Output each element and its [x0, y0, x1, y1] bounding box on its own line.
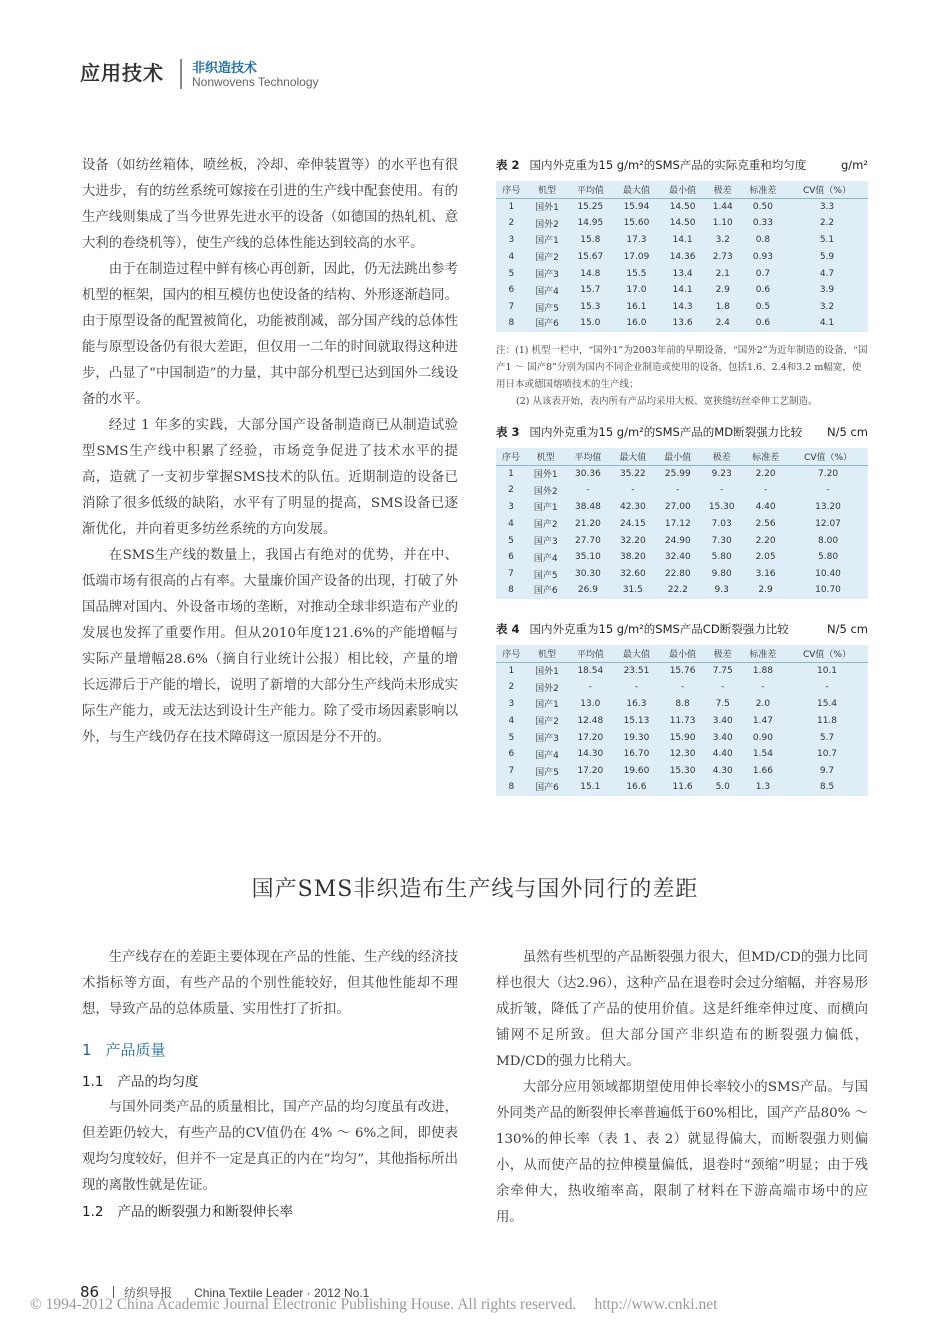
table-cell: 国产3 [535, 734, 559, 745]
body-paragraph: 设备（如纺丝箱体，喷丝板，冷却、牵伸装置等）的水平也有很大进步，有的纺丝系统可嫁接在引进的生产线中配套使用。有的生产线则集成了当今世界先进水平的设备（如德国的热轧机、意大利的卷绕机等），使生产线的总体性能达到较高的水平。 [82, 158, 458, 251]
section-title: 应用技术 [80, 61, 164, 85]
table-cell: 7.03 [711, 518, 732, 529]
table-cell: 2 [508, 218, 515, 229]
table-cell: 8 [508, 317, 515, 328]
column-header: 标准差 [740, 645, 786, 662]
table-cell: 9.23 [711, 468, 732, 479]
table-cell: 15.0 [580, 317, 601, 328]
column-header: 最小值 [660, 645, 706, 662]
copyright-text: © 1994-2012 China Academic Journal Electronic Publishing House. All rights reserved. [30, 1296, 577, 1313]
magazine-issue: China Textile Leader · 2012 No.1 [194, 1286, 370, 1300]
page-number: 86 [80, 1283, 100, 1301]
article-title: 国产SMS非织造布生产线与国外同行的差距 [251, 877, 699, 902]
table-cell: 1.66 [752, 766, 773, 777]
table-cell: 19.30 [623, 732, 650, 743]
table-cell: 2 [508, 485, 514, 496]
table-cell: 10.40 [815, 569, 841, 580]
table-row [496, 679, 868, 696]
column-header: 机型 [527, 645, 568, 662]
table-cell: 5 [508, 732, 515, 743]
table-cell: 17.0 [626, 285, 647, 296]
table-header-row [496, 645, 868, 662]
body-paragraph: 由于在制造过程中鲜有核心再创新，因此，仍无法跳出参考机型的框架，国内的相互模仿也使设备的结构、外形逐渐趋同。由于原型设备的配置被简化，功能被削减，部分国产线的总体性能与原型设备仍有很大差距，但仅用一二年的时间就取得这种进步，凸显了“中国制造”的力量，其中部分机型已达到国外二线设备的水平。 [82, 262, 458, 407]
table-cell: 5.0 [715, 781, 730, 792]
column-header: CV值（%） [788, 448, 868, 465]
table-cell: 4.7 [819, 268, 835, 279]
copyright-url: http://www.cnki.net [594, 1296, 718, 1313]
table-cell: - [631, 485, 635, 496]
table-cell: 4 [508, 518, 514, 529]
table-cell: 8.00 [818, 535, 839, 546]
column-header: 平均值 [567, 181, 613, 198]
strength-ratio-paragraph: 虽然有些机型的产品断裂强力很大，但MD/CD的强力比同样也很大（达2.96），这种产品在退卷时会过分缩幅，并容易形成折皱，降低了产品的使用价值。这是纤维牵伸过度、而横向铺网不足所致。但大部分国产非织造布的断裂强力偏低，MD/CD的强力比稍大。 [496, 950, 868, 1069]
table-cell: 0.8 [755, 234, 771, 245]
table-cell: 13.0 [580, 698, 601, 709]
table-cell: 12.48 [577, 715, 604, 726]
table-cell: 17.20 [577, 766, 604, 777]
body-paragraph: 经过 1 年多的实践，大部分国产设备制造商已从制造试验型SMS生产线中积累了经验，市场竞争促进了技术水平的提高，造就了一支初步掌握SMS技术的队伍。近期制造的设备已消除了很多低级的缺陷，水平有了明显的提高，SMS设备已逐渐优化，并向着更多纺丝系统的方向发展。 [82, 418, 458, 537]
table-cell: 国产5 [535, 767, 559, 778]
table-row [496, 248, 868, 265]
table-notes [496, 342, 868, 410]
table-cell: 7.30 [711, 535, 732, 546]
table-row [496, 198, 868, 215]
table-row [496, 515, 868, 532]
table-cell: 国外1 [535, 203, 559, 214]
table-cell: 14.30 [577, 749, 604, 760]
table-row [496, 532, 868, 549]
table-cell: 0.93 [752, 251, 773, 262]
table-3 [496, 422, 868, 599]
heading-text: 产品质量 [105, 1041, 166, 1059]
subheading-uniformity [82, 1069, 458, 1095]
table-cell: - [720, 485, 724, 496]
table-cell: - [680, 682, 685, 693]
table-cell: 国产6 [533, 586, 558, 597]
column-header: 极差 [706, 645, 740, 662]
table-cell: 15.4 [816, 698, 838, 709]
table-cell: 32.60 [619, 569, 646, 580]
table-cell: 15.13 [623, 715, 650, 726]
uniformity-paragraph: 与国外同类产品的质量相比，国产产品的均匀度虽有改进，但差距仍较大，有些产品的CV值仍在 4% ～ 6%之间，即使表观均匀度较好，但并不一定是真正的内在“均匀”，其他指标所出现的离散性就是佐证。 [82, 1100, 458, 1193]
table-cell: 2.20 [755, 535, 776, 546]
table-cell: 15.67 [577, 251, 604, 262]
table-cell: 32.40 [664, 552, 691, 563]
column-header: 平均值 [567, 645, 613, 662]
table-cell: 15.60 [623, 218, 650, 229]
table-cell: 8 [508, 584, 514, 595]
table-cell: 1 [508, 201, 515, 212]
table-row [496, 316, 868, 333]
table-cell: 4 [508, 715, 515, 726]
table-cell: 22.80 [664, 569, 691, 580]
table-cell: 12.07 [815, 518, 841, 529]
column-header: 机型 [526, 448, 565, 465]
table-cell: 9.7 [819, 766, 835, 777]
table-cell: 16.70 [623, 749, 650, 760]
table-cell: 9.3 [714, 584, 729, 595]
intro-paragraph: 生产线存在的差距主要体现在产品的性能、生产线的经济技术指标等方面，有些产品的个别性能较好，但其他性能却不理想，导致产品的总体质量、实用性打了折扣。 [82, 950, 458, 1017]
table-cell: 5.80 [711, 552, 732, 563]
table-cell: 0.90 [752, 732, 773, 743]
table-cell: 31.5 [622, 584, 643, 595]
table-cell: 1.54 [752, 749, 773, 760]
table-unit: N/5 cm [827, 622, 868, 636]
table-cell: 国外1 [533, 470, 558, 481]
table-cell: 0.33 [752, 218, 773, 229]
table-row [496, 465, 868, 482]
subheading-number: 1.2 [82, 1204, 104, 1220]
table-cell: 3 [508, 698, 515, 709]
table-cell: 15.1 [580, 781, 601, 792]
table-cell: 3.2 [715, 234, 730, 245]
table-cell: 5.9 [819, 251, 835, 262]
column-header: CV值（%） [786, 181, 868, 198]
table-cell: 国产5 [535, 303, 559, 314]
table-cell: 国产1 [533, 503, 558, 514]
table-row [496, 696, 868, 713]
column-header: 标准差 [740, 181, 786, 198]
table-row [496, 282, 868, 299]
column-header: 标准差 [743, 448, 788, 465]
table-cell: 国产4 [533, 553, 558, 564]
table-title: 国内外克重为15 g/m²的SMS产品CD断裂强力比较 [529, 622, 789, 636]
elongation-paragraph: 大部分应用领域都期望使用伸长率较小的SMS产品。与国外同类产品的断裂伸长率普遍低于60%相比，国产产品80% ～ 130%的伸长率（表 1、表 2）就显得偏大，而断裂强力则偏小，从而使产品的拉伸模量偏低，退卷时“颈缩”明显；由于残余牵伸大，热收缩率高，限制了材料在下游高端市场中的应用。 [496, 1080, 868, 1225]
table-cell: 国产1 [535, 700, 559, 711]
body-paragraph: 在SMS生产线的数量上，我国占有绝对的优势，并在中、低端市场有很高的占有率。大量廉价国产设备的出现，打破了外国品牌对国内、外设备市场的垄断，对推动全球非织造布产业的发展也发挥了重要作用。但从2010年度121.6%的产能增幅与实际产量增幅28.6%（摘自行业统计公报）相比较，产量的增长远滞后于产能的增长，说明了新增的大部分生产线尚未形成实际生产能力，或无法达到设计生产能力。除了受市场因素影响以外，与生产线仍存在技术障碍这一原因是分不开的。 [82, 548, 458, 745]
table-cell: 7.5 [715, 698, 730, 709]
table-cell: 2.05 [755, 552, 776, 563]
table-cell: 12.30 [669, 749, 696, 760]
table-cell: 1.88 [752, 665, 773, 676]
table-cell: 4.40 [755, 501, 776, 512]
column-header: 最大值 [613, 645, 659, 662]
table-cell: 4.30 [712, 766, 733, 777]
table-cell: 1.8 [715, 302, 730, 313]
table-cell: 15.76 [669, 665, 696, 676]
table-cell: 15.94 [623, 201, 650, 212]
table-cell: 14.95 [577, 218, 604, 229]
table-cell: 4 [508, 251, 515, 262]
table-cell: 17.09 [623, 251, 650, 262]
table-cell: - [826, 485, 830, 496]
table-cell: - [586, 485, 590, 496]
table-row [496, 662, 868, 679]
table-row [496, 780, 868, 797]
table-cell: 24.90 [664, 535, 691, 546]
table-cell: 30.36 [575, 468, 601, 479]
table-cell: 18.54 [577, 665, 604, 676]
table-2 [496, 155, 868, 332]
table-cell: 15.8 [580, 234, 601, 245]
heading-product-quality [82, 1031, 458, 1069]
table-cell: - [825, 682, 829, 693]
subheading-text: 产品的均匀度 [117, 1074, 199, 1090]
table-cell: 4.40 [712, 749, 733, 760]
table-cell: 国产3 [533, 537, 558, 548]
table-cell: 15.5 [626, 268, 647, 279]
table-row [496, 763, 868, 780]
table-cell: - [634, 682, 639, 693]
table-cell: 13.4 [672, 268, 693, 279]
table-cell: 国产3 [535, 270, 559, 281]
table-cell: 11.6 [672, 781, 693, 792]
table-cell: 14.50 [669, 201, 696, 212]
table-cell: 15.30 [669, 766, 696, 777]
column-title-cn: 非织造技术 [192, 61, 258, 76]
table-header-row [496, 448, 868, 465]
table-cell: 42.30 [619, 501, 646, 512]
table-cell: 7 [508, 302, 515, 313]
table-row [496, 566, 868, 583]
table-row [496, 499, 868, 516]
table-cell: 13.20 [815, 501, 841, 512]
table-number: 表 3 [496, 425, 520, 439]
table-cell: - [588, 682, 592, 693]
table-row [496, 299, 868, 316]
table-cell: 3.9 [819, 285, 835, 296]
table-cell: 15.90 [669, 732, 696, 743]
table-cell: 11.8 [816, 715, 838, 726]
table-cell: 4.1 [819, 317, 835, 328]
table-row [496, 265, 868, 282]
table-row [496, 482, 868, 499]
table-row [496, 583, 868, 600]
table-cell: 0.5 [755, 302, 771, 313]
table-cell: 0.6 [755, 285, 771, 296]
table-cell: 国外2 [533, 486, 558, 497]
table-cell: 14.1 [672, 285, 693, 296]
table-cell: 38.20 [619, 552, 646, 563]
table-cell: 5.1 [819, 234, 835, 245]
table-cell: 15.30 [708, 501, 735, 512]
table-cell: 国产2 [535, 717, 559, 728]
subheading-breaking-strength [82, 1199, 458, 1225]
table-cell: 11.73 [669, 715, 696, 726]
table-cell: 3.3 [819, 201, 835, 212]
table-cell: 1.3 [755, 781, 771, 792]
left-column-text [82, 153, 458, 751]
data-table [496, 448, 868, 599]
table-cell: 6 [508, 552, 514, 563]
table-cell: 国产5 [533, 570, 558, 581]
table-cell: 24.15 [619, 518, 646, 529]
table-row [496, 712, 868, 729]
table-cell: 5.7 [819, 732, 835, 743]
table-cell: 2.4 [715, 317, 730, 328]
table-cell: 21.20 [575, 518, 601, 529]
table-cell: 38.48 [575, 501, 601, 512]
page-header [80, 55, 880, 95]
table-cell: - [761, 682, 765, 693]
column-header: 最大值 [613, 181, 659, 198]
table-cell: 7.20 [818, 468, 839, 479]
table-caption [496, 155, 868, 175]
table-cell: - [763, 485, 768, 496]
table-cell: 35.10 [575, 552, 601, 563]
table-cell: 35.22 [619, 468, 646, 479]
table-note-1: 注：(1) 机型一栏中，“国外1”为2003年前的早期设备，“国外2”为近年制造的设备，“国产1 ～ 国产8”分别为国内不同企业制造或使用的设备，包括1.6、2.4和3.2 m幅宽，使用日本或德国熔喷技术的生产线； [496, 345, 868, 390]
table-cell: 1 [508, 468, 514, 479]
heading-number: 1 [82, 1041, 92, 1059]
table-cell: 5 [508, 268, 515, 279]
table-cell: 1 [508, 665, 515, 676]
column-header: 平均值 [565, 448, 610, 465]
table-cell: 国产2 [535, 253, 559, 264]
table-cell: 14.50 [669, 218, 696, 229]
table-cell: 国产6 [535, 783, 559, 794]
table-cell: 10.70 [815, 584, 841, 595]
table-unit: g/m² [841, 158, 868, 172]
table-cell: 3.16 [755, 569, 776, 580]
table-cell: 13.6 [672, 317, 693, 328]
table-row [496, 746, 868, 763]
table-title: 国内外克重为15 g/m²的SMS产品的MD断裂强力比较 [529, 425, 803, 439]
table-cell: 16.3 [626, 698, 647, 709]
table-4 [496, 619, 868, 796]
table-cell: 2.2 [819, 218, 835, 229]
bottom-right-column [496, 945, 868, 1231]
table-cell: - [676, 485, 680, 496]
table-cell: 26.9 [577, 584, 598, 595]
table-cell: 8.5 [819, 781, 835, 792]
table-cell: 27.00 [664, 501, 691, 512]
table-cell: 国产2 [533, 520, 558, 531]
table-cell: 7 [508, 569, 514, 580]
table-cell: 8 [508, 781, 515, 792]
table-cell: 10.1 [816, 665, 838, 676]
table-cell: 9.80 [711, 569, 732, 580]
table-row [496, 232, 868, 249]
table-cell: - [721, 682, 725, 693]
table-cell: 16.1 [626, 302, 647, 313]
table-cell: 6 [508, 749, 515, 760]
table-cell: 3.40 [712, 715, 733, 726]
table-cell: 国产4 [535, 750, 559, 761]
table-cell: 14.1 [672, 234, 693, 245]
table-caption [496, 422, 868, 442]
table-cell: 14.8 [580, 268, 601, 279]
table-cell: 15.7 [580, 285, 601, 296]
table-cell: 15.3 [580, 302, 601, 313]
table-cell: 17.3 [626, 234, 647, 245]
data-table [496, 645, 868, 796]
table-cell: 3.2 [819, 302, 835, 313]
table-cell: 14.36 [669, 251, 696, 262]
column-header: 最小值 [655, 448, 700, 465]
table-cell: 1.47 [752, 715, 773, 726]
column-header: 极差 [706, 181, 740, 198]
table-cell: 1.44 [712, 201, 733, 212]
table-cell: 国外2 [535, 219, 559, 230]
table-caption [496, 619, 868, 639]
magazine-name: 纺织导报 [124, 1286, 173, 1300]
table-cell: 国外1 [535, 667, 559, 678]
table-cell: 17.12 [664, 518, 691, 529]
table-number: 表 2 [496, 158, 520, 172]
header-divider [180, 59, 182, 89]
table-cell: 3.40 [712, 732, 733, 743]
copyright-watermark [30, 1296, 930, 1314]
table-note-2: (2) 从该表开始，表内所有产品均采用大板、宽狭缝纺丝牵伸工艺制造。 [516, 396, 818, 407]
column-header: 极差 [700, 448, 743, 465]
table-cell: 16.6 [626, 781, 647, 792]
table-cell: 2 [508, 682, 515, 693]
subheading-number: 1.1 [82, 1074, 104, 1090]
table-cell: 国外2 [535, 683, 559, 694]
table-row [496, 549, 868, 566]
table-cell: 国产6 [535, 319, 559, 330]
table-cell: 32.20 [619, 535, 646, 546]
table-number: 表 4 [496, 622, 520, 636]
table-cell: 2.9 [715, 285, 730, 296]
table-cell: 3 [508, 501, 514, 512]
table-cell: 14.3 [672, 302, 693, 313]
table-cell: 23.51 [623, 665, 650, 676]
table-cell: 10.7 [816, 749, 838, 760]
table-cell: 8.8 [675, 698, 690, 709]
table-cell: 16.0 [626, 317, 647, 328]
table-title: 国内外克重为15 g/m²的SMS产品的实际克重和均匀度 [529, 158, 807, 172]
table-cell: 6 [508, 285, 515, 296]
table-cell: 2.73 [712, 251, 733, 262]
subheading-text: 产品的断裂强力和断裂伸长率 [117, 1204, 293, 1220]
table-cell: 3 [508, 234, 515, 245]
table-cell: 2.20 [755, 468, 776, 479]
column-header: CV值（%） [786, 645, 868, 662]
column-header: 序号 [496, 181, 527, 198]
table-row [496, 215, 868, 232]
column-header: 序号 [496, 645, 527, 662]
table-header-row [496, 181, 868, 198]
table-cell: 0.7 [755, 268, 771, 279]
column-header: 最大值 [610, 448, 655, 465]
table-cell: 2.0 [755, 698, 771, 709]
table-cell: 7.75 [712, 665, 733, 676]
table-cell: 国产4 [535, 286, 559, 297]
table-cell: 2.1 [715, 268, 730, 279]
table-cell: 30.30 [575, 569, 601, 580]
table-cell: 0.50 [752, 201, 773, 212]
table-cell: 2.9 [758, 584, 773, 595]
column-header: 机型 [527, 181, 568, 198]
table-cell: 22.2 [667, 584, 688, 595]
data-table [496, 181, 868, 332]
table-cell: 国产1 [535, 236, 559, 247]
table-row [496, 729, 868, 746]
bottom-left-column [82, 945, 458, 1225]
column-title-en: Nonwovens Technology [192, 75, 319, 89]
table-cell: 17.20 [577, 732, 604, 743]
table-cell: 7 [508, 766, 515, 777]
table-cell: 1.10 [712, 218, 733, 229]
table-cell: 5 [508, 535, 514, 546]
table-cell: 27.70 [575, 535, 601, 546]
table-cell: 2.56 [755, 518, 776, 529]
table-cell: 19.60 [623, 766, 650, 777]
table-unit: N/5 cm [827, 425, 868, 439]
table-cell: 25.99 [664, 468, 691, 479]
table-cell: 0.6 [755, 317, 771, 328]
column-header: 序号 [496, 448, 526, 465]
table-cell: 15.25 [577, 201, 604, 212]
column-header: 最小值 [660, 181, 706, 198]
table-cell: 5.80 [818, 552, 839, 563]
